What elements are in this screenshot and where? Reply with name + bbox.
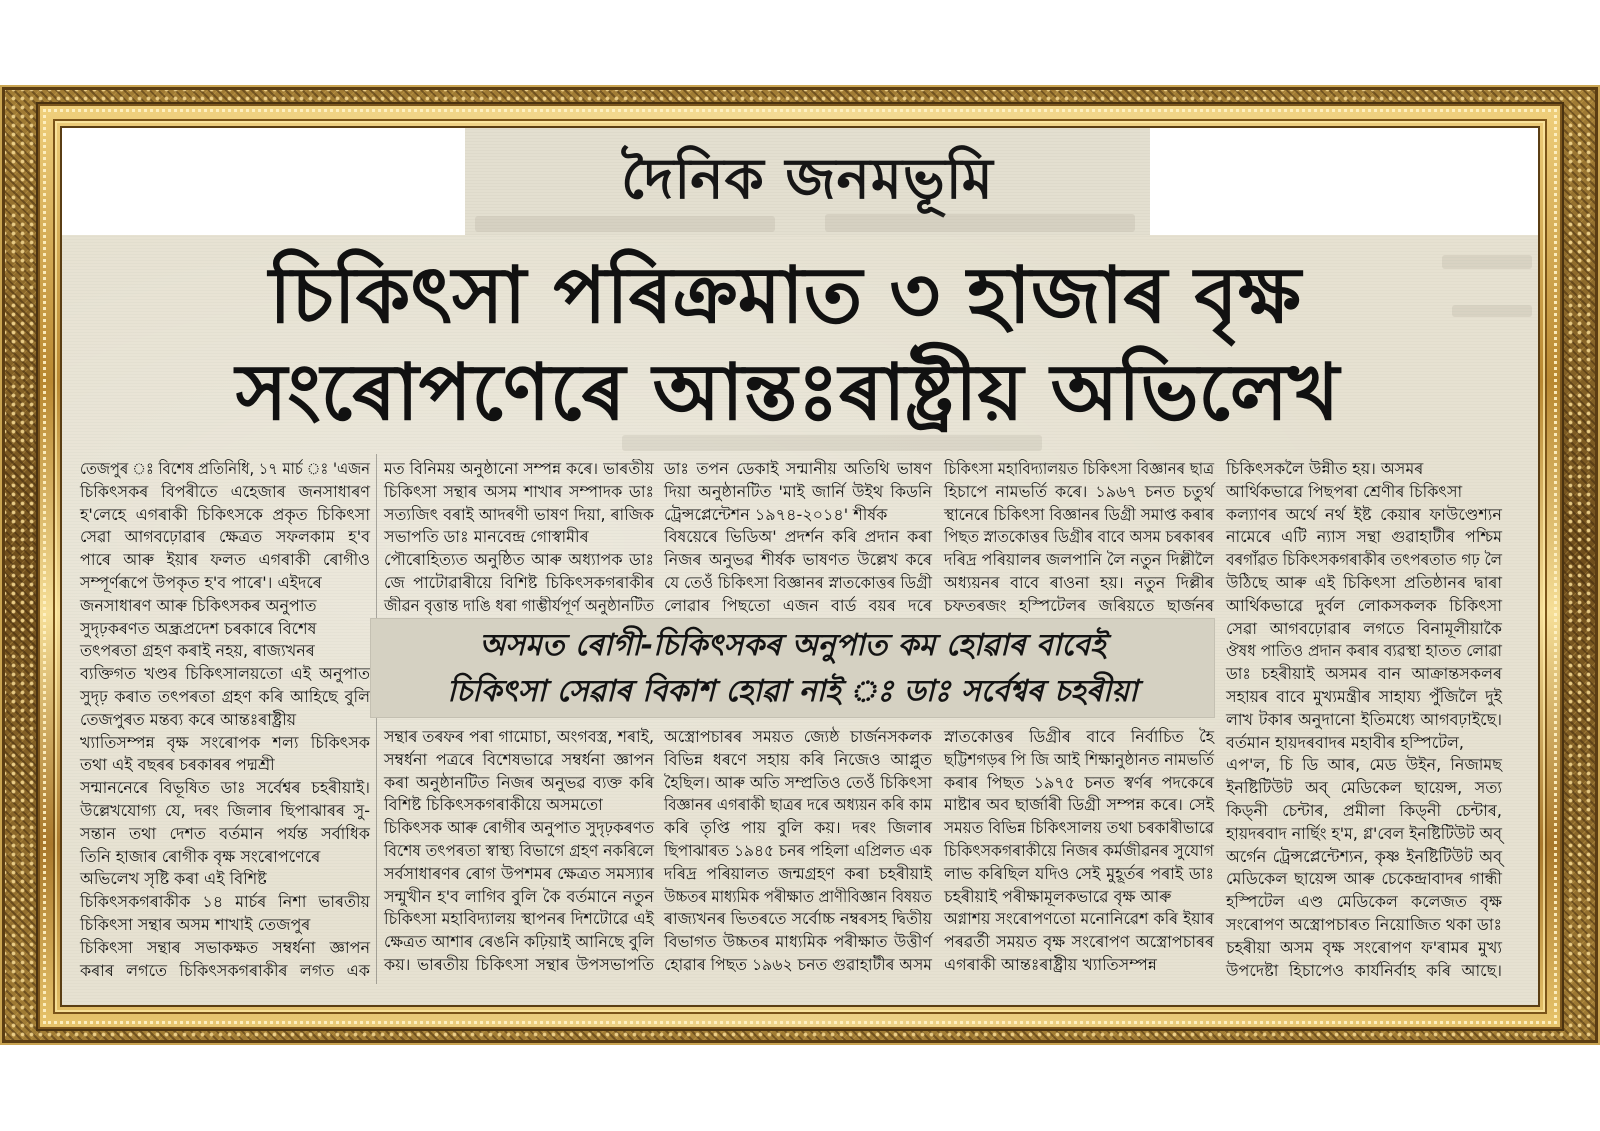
col2-line: চিকিৎসা সন্থাৰ অসম শাখাৰ সম্পাদক ডাঃ — [384, 481, 654, 501]
col1-line: তিনি হাজাৰ ৰোগীক বৃক্ষ সংৰোপণেৰে — [80, 846, 321, 866]
col1-line: তৎপৰতা গ্ৰহণ কৰাই নহয়, ৰাজ্যখনৰ — [80, 641, 315, 661]
col5-line: সংৰোপণ অস্ত্ৰোপচাৰত নিয়োজিত থকা ডাঃ — [1226, 914, 1502, 934]
col2-line: কয়। ভাৰতীয় চিকিৎসা সন্থাৰ উপসভাপতি — [384, 954, 654, 974]
col2-line: চিকিৎসা মহাবিদ্যালয় স্থাপনৰ দিশটোৱে এই — [384, 909, 654, 929]
masthead-strip — [465, 128, 1150, 235]
col4-line: কৰাৰ পিছত ১৯৭৫ চনত স্বৰ্ণৰ পদকেৰে — [944, 772, 1214, 792]
col3-line: যে তেওঁ চিকিৎসা বিজ্ঞানৰ স্নাতকোত্তৰ ডিগ্ৰী — [664, 572, 932, 592]
bleed-through-smudge — [1452, 305, 1532, 317]
article-column-2-bottom — [384, 726, 654, 977]
article-column-5 — [1226, 458, 1502, 982]
col2-line: কৰা অনুষ্ঠানটিত নিজৰ অনুভৱ ব্যক্ত কৰি — [384, 772, 654, 792]
col5-line: উপদেষ্টা হিচাপেও কাৰ্যনিৰ্বাহ কৰি আছে। — [1226, 960, 1502, 980]
col4-line: মাষ্টাৰ অব ছাৰ্জাৰী ডিগ্ৰী সম্পন্ন কৰে। সেই — [944, 795, 1214, 815]
col3-line: ছিপাঝাৰত ১৯৪৫ চনৰ পহিলা এপ্ৰিলত এক — [664, 840, 932, 860]
col1-line: সন্তান তথা দেশত বৰ্তমান পৰ্যন্ত সৰ্বাধিক — [80, 823, 370, 843]
col5-line: ঔষধ পাতিও প্ৰদান কৰাৰ ব্যৱস্থা হাতত লোৱা — [1226, 641, 1502, 661]
col2-line: সৰ্বসাধাৰণৰ ৰোগ উপশমৰ ক্ষেত্ৰত সমস্যাৰ — [384, 863, 654, 883]
col3-line: অস্ত্ৰোপচাৰৰ সময়ত জ্যেষ্ঠ চাৰ্জনসকলক — [664, 727, 932, 746]
article-column-3-bottom — [664, 726, 932, 977]
col5-line: আৰ্থিকভাৱে পিছপৰা শ্ৰেণীৰ চিকিৎসা — [1226, 481, 1463, 501]
col1-line: চিকিৎসকৰ বিপৰীতে এহেজাৰ জনসাধাৰণ — [80, 481, 370, 501]
col1-line: সেৱা আগবঢ়োৱাৰ ক্ষেত্ৰত সফলকাম হ'ব — [80, 527, 370, 547]
col4-line: অগ্নাশয় সংৰোপণতো মনোনিৱেশ কৰি ইয়াৰ — [944, 909, 1214, 929]
col2-line: সম্বৰ্ধনা পত্ৰৰে বিশেষভাৱে সম্বৰ্ধনা জ্ঞাপন — [384, 749, 654, 769]
headline-line-1: চিকিৎসা পৰিক্ৰমাত ৩ হাজাৰ বৃক্ষ — [269, 251, 1301, 341]
col4-line: এগৰাকী আন্তঃৰাষ্ট্ৰীয় খ্যাতিসম্পন্ন — [944, 954, 1157, 974]
col2-line: সত্যজিৎ বৰাই আদৰণী ভাষণ দিয়া, ৰাজিক — [384, 504, 654, 524]
col3-line: নিজৰ অনুভৱ শীৰ্ষক ভাষণত উল্লেখ কৰে — [664, 550, 932, 570]
col3-line: বিষয়েৰে ভিডিঅ' প্ৰদৰ্শন কৰি প্ৰদান কৰা — [664, 527, 932, 547]
article-column-2-top — [384, 458, 654, 618]
article-column-1 — [80, 458, 370, 982]
col4-line: পিছত স্নাতকোত্তৰ ডিগ্ৰীৰ বাবে অসম চৰকাৰৰ — [944, 527, 1214, 547]
col5-line: লাখ টকাৰ অনুদানো ইতিমধ্যে আগবঢ়াইছে। — [1226, 709, 1502, 729]
article-column-3-top — [664, 458, 932, 618]
col2-line: সন্থাৰ তৰফৰ পৰা গামোচা, অংগবস্ত্ৰ, শৰাই, — [384, 727, 654, 746]
col2-line: বিশেষ তৎপৰতা স্বাস্থ্য বিভাগে গ্ৰহণ নকৰিলে — [384, 840, 654, 860]
col4-line: অধ্যয়নৰ বাবে ৰাওনা হয়। নতুন দিল্লীৰ — [944, 572, 1214, 592]
col5-line: উঠিছে আৰু এই চিকিৎসা প্ৰতিষ্ঠানৰ দ্বাৰা — [1226, 572, 1502, 592]
col5-line: হায়দৰবাদ নাৰ্ছিং হ'ম, গ্ল'বেল ইনষ্টিটিউট অব্ — [1226, 823, 1502, 843]
article-column-4-top — [944, 458, 1214, 618]
col5-line: কল্যাণৰ অৰ্থে নৰ্থ ইষ্ট কেয়াৰ ফাউণ্ডেশ্যন — [1226, 504, 1502, 524]
column-rule — [376, 454, 377, 984]
col3-line: দিয়া অনুষ্ঠানটিত 'মাই জাৰ্নি উইথ কিডনি — [664, 481, 932, 501]
col3-line: ট্ৰেন্সপ্লেন্টেশন ১৯৭৪-২০১৪' শীৰ্ষক — [664, 504, 888, 524]
col5-line: চহৰীয়া অসম বৃক্ষ সংৰোপণ ফ'ৰামৰ মুখ্য — [1226, 937, 1502, 957]
col5-line: সহায়ৰ বাবে মুখ্যমন্ত্ৰীৰ সাহায্য পুঁজিলৈ দুই — [1226, 686, 1502, 706]
col1-line: সন্মাননেৰে বিভূষিত ডাঃ সৰ্বেশ্বৰ চহৰীয়াই। — [80, 778, 370, 798]
subheadline-line-1: অসমত ৰোগী-চিকিৎসকৰ অনুপাত কম হোৱাৰ বাবেই — [479, 628, 1106, 663]
col5-line: সেৱা আগবঢ়োৱাৰ লগতে বিনামূলীয়াকৈ — [1226, 618, 1502, 638]
col2-line: মত বিনিময় অনুষ্ঠানো সম্পন্ন কৰে। ভাৰতীয় — [384, 459, 654, 478]
headline-line-2: সংৰোপণেৰে আন্তঃৰাষ্ট্ৰীয় অভিলেখ — [235, 348, 1340, 438]
col4-line: চিকিৎসা মহাবিদ্যালয়ত চিকিৎসা বিজ্ঞানৰ ছাত্ৰ — [944, 459, 1214, 478]
col1-line: হ'লেহে এগৰাকী চিকিৎসকে প্ৰকৃত চিকিৎসা — [80, 504, 370, 524]
col1-line: চিকিৎসকগৰাকীক ১৪ মাৰ্চৰ নিশা ভাৰতীয় — [80, 892, 370, 912]
col4-line: ছট্টিশগড়ৰ পি জি আই শিক্ষানুষ্ঠানত নামভৰ্তি — [944, 749, 1214, 769]
subheadline-line-2: চিকিৎসা সেৱাৰ বিকাশ হোৱা নাই ঃ ডাঃ সৰ্বেশ্বৰ চহৰীয়া — [447, 674, 1138, 709]
col1-line: তেজপুৰ ঃ বিশেষ প্ৰতিনিধি, ১৭ মাৰ্চ ঃ 'এজন — [80, 459, 370, 478]
frame-mat — [62, 128, 1538, 1005]
col5-line: কিড্নী চেন্টাৰ, প্ৰমীলা কিড্নী চেন্টাৰ, — [1226, 800, 1502, 820]
col4-line: পৰৱৰ্তী সময়ত বৃক্ষ সংৰোপণ অস্ত্ৰোপচাৰৰ — [944, 932, 1214, 952]
col3-line: বিভিন্ন ধৰণে সহায় কৰি নিজেও আপ্লুত — [664, 749, 932, 769]
col2-line: জীৱন বৃত্তান্ত দাঙি ধৰা গাম্ভীৰ্যপূৰ্ণ অনুষ্ঠানটিত — [384, 595, 654, 615]
col1-line: কৰাৰ লগতে চিকিৎসকগৰাকীৰ লগত এক — [80, 960, 370, 980]
col1-line: তথা এই বছৰৰ চৰকাৰৰ পদ্মশ্ৰী — [80, 755, 275, 775]
col3-line: হোৱাৰ পিছত ১৯৬২ চনত গুৱাহাটীৰ অসম — [664, 954, 932, 974]
col4-line: দৰিদ্ৰ পৰিয়ালৰ জলপানি লৈ নতুন দিল্লীলৈ — [944, 550, 1214, 570]
col4-line: চহৰীয়াই পৰীক্ষামূলকভাৱে বৃক্ষ আৰু — [944, 886, 1172, 906]
bleed-through-smudge — [1442, 255, 1532, 269]
col5-line: হস্পিটেল এণ্ড মেডিকেল কলেজত বৃক্ষ — [1226, 892, 1502, 912]
col5-line: মেডিকেল ছায়েন্স আৰু চেকেন্দ্ৰাবাদৰ গান্ধী — [1226, 869, 1502, 889]
col1-line: পাৰে আৰু ইয়াৰ ফলত এগৰাকী ৰোগীও — [80, 550, 370, 570]
col2-line: সভাপতি ডাঃ মানবেন্দ্ৰ গোস্বামীৰ — [384, 527, 589, 547]
col5-line: ইনষ্টিটিউট অব্ মেডিকেল ছায়েন্স, সত্য — [1226, 778, 1502, 798]
col4-line: হিচাপে নামভৰ্তি কৰে। ১৯৬৭ চনত চতুৰ্থ — [944, 481, 1214, 501]
col2-line: ক্ষেত্ৰত আশাৰ ৰেঙনি কঢ়িয়াই আনিছে বুলি — [384, 932, 654, 952]
bleed-through-smudge — [825, 214, 1135, 232]
col2-line: পৌৰোহিত্যত অনুষ্ঠিত আৰু অধ্যাপক ডাঃ — [384, 550, 654, 570]
col1-line: উল্লেখযোগ্য যে, দৰং জিলাৰ ছিপাঝাৰৰ সু- — [80, 800, 370, 820]
col3-line: দৰিদ্ৰ পৰিয়ালত জন্মগ্ৰহণ কৰা চহৰীয়াই — [664, 863, 932, 883]
col1-line: চিকিৎসা সন্থাৰ সভাকক্ষত সম্বৰ্ধনা জ্ঞাপন — [80, 937, 370, 957]
col4-line: লাভ কৰিছিল যদিও সেই মুহূৰ্তৰ পৰাই ডাঃ — [944, 863, 1214, 883]
col2-line: চিকিৎসক আৰু ৰোগীৰ অনুপাত সুদৃঢ়কৰণত — [384, 818, 654, 838]
col5-line: চিকিৎসকলৈ উন্নীত হয়। অসমৰ — [1226, 459, 1424, 478]
col1-line: চিকিৎসা সন্থাৰ অসম শাখাই তেজপুৰ — [80, 914, 311, 934]
col5-line: নামেৰে এটি ন্যাস সন্থা গুৱাহাটীৰ পশ্চিম — [1226, 527, 1502, 547]
col1-line: খ্যাতিসম্পন্ন বৃক্ষ সংৰোপক শল্য চিকিৎসক — [80, 732, 370, 752]
col1-line: অভিলেখ সৃষ্টি কৰা এই বিশিষ্ট — [80, 869, 267, 889]
col1-line: তেজপুৰত মন্তব্য কৰে আন্তঃৰাষ্ট্ৰীয় — [80, 709, 297, 729]
subheadline-box — [370, 618, 1215, 718]
col1-line: জনসাধাৰণ আৰু চিকিৎসকৰ অনুপাত — [80, 595, 317, 615]
col1-line: সুদৃঢ়কৰণত অন্ধ্ৰপ্ৰদেশ চৰকাৰে বিশেষ — [80, 618, 317, 638]
col5-line: ডাঃ চহৰীয়াই অসমৰ বান আক্ৰান্তসকলৰ — [1226, 664, 1502, 684]
col4-line: স্থানেৰে চিকিৎসা বিজ্ঞানৰ ডিগ্ৰী সমাপ্ত কৰাৰ — [944, 504, 1214, 524]
col3-line: হৈছিল। আৰু অতি সম্প্ৰতিও তেওঁ চিকিৎসা — [664, 772, 932, 792]
col3-line: কৰি তৃপ্তি পায় বুলি কয়। দৰং জিলাৰ — [664, 818, 932, 838]
col2-line: জে পাটোৱাৰীয়ে বিশিষ্ট চিকিৎসকগৰাকীৰ — [384, 572, 654, 592]
col5-line: এপ'ল, চি ডি আৰ, মেড উইন, নিজামছ — [1226, 755, 1502, 775]
col3-line: লোৱাৰ পিছতো এজন বাৰ্ড বয়ৰ দৰে — [664, 595, 932, 615]
col5-line: আৰ্থিকভাৱে দুৰ্বল লোকসকলক চিকিৎসা — [1226, 595, 1502, 615]
col2-line: বিশিষ্ট চিকিৎসকগৰাকীয়ে অসমতো — [384, 795, 603, 815]
col3-line: বিভাগত উচ্চতৰ মাধ্যমিক পৰীক্ষাত উত্তীৰ্ণ — [664, 932, 932, 952]
col5-line: অৰ্গেন ট্ৰেন্সপ্লেন্টেশ্যন, কৃষ্ণ ইনষ্টিটিউট অব্ — [1226, 846, 1502, 866]
col2-line: সন্মুখীন হ'ব লাগিব বুলি কৈ বৰ্তমানে নতুন — [384, 886, 654, 906]
frame-bevel — [38, 104, 1562, 1029]
col4-line: চফতৰজং হস্পিটেলৰ জৰিয়তে ছাৰ্জনৰ — [944, 595, 1214, 615]
col1-line: ব্যক্তিগত খণ্ডৰ চিকিৎসালয়তো এই অনুপাত — [80, 664, 370, 684]
col3-line: উচ্চতৰ মাধ্যমিক পৰীক্ষাত প্ৰাণীবিজ্ঞান বিষয়ত — [664, 886, 932, 906]
bleed-through-smudge — [475, 216, 775, 232]
col3-line: বিজ্ঞানৰ এগৰাকী ছাত্ৰৰ দৰে অধ্যয়ন কৰি কাম — [664, 795, 932, 815]
col4-line: চিকিৎসকগৰাকীয়ে নিজৰ কৰ্মজীৱনৰ সুযোগ — [944, 840, 1214, 860]
picture-frame — [0, 85, 1600, 1045]
masthead-title: দৈনিক জনমভূমি — [621, 147, 994, 212]
col5-line: বৰগাঁৱত চিকিৎসকগৰাকীৰ তৎপৰতাত গঢ় লৈ — [1226, 550, 1502, 570]
col1-line: সুদৃঢ় কৰাত তৎপৰতা গ্ৰহণ কৰি আহিছে বুলি — [80, 686, 370, 706]
col5-line: বৰ্তমান হায়দৰবাদৰ মহাবীৰ হস্পিটেল, — [1226, 732, 1464, 752]
col1-line: সম্পূৰ্ণৰূপে উপকৃত হ'ব পাৰে'। এইদৰে — [80, 572, 322, 592]
col3-line: ডাঃ তপন ডেকাই সন্মানীয় অতিথি ভাষণ — [664, 459, 932, 478]
article-column-4-bottom — [944, 726, 1214, 977]
col4-line: স্নাতকোত্তৰ ডিগ্ৰীৰ বাবে নিৰ্বাচিত হৈ — [944, 727, 1214, 746]
col4-line: সময়ত বিভিন্ন চিকিৎসালয় তথা চৰকাৰীভাৱে — [944, 818, 1214, 838]
col3-line: ৰাজ্যখনৰ ভিতৰতে সৰ্বোচ্চ নম্বৰসহ দ্বিতীয় — [664, 909, 932, 929]
